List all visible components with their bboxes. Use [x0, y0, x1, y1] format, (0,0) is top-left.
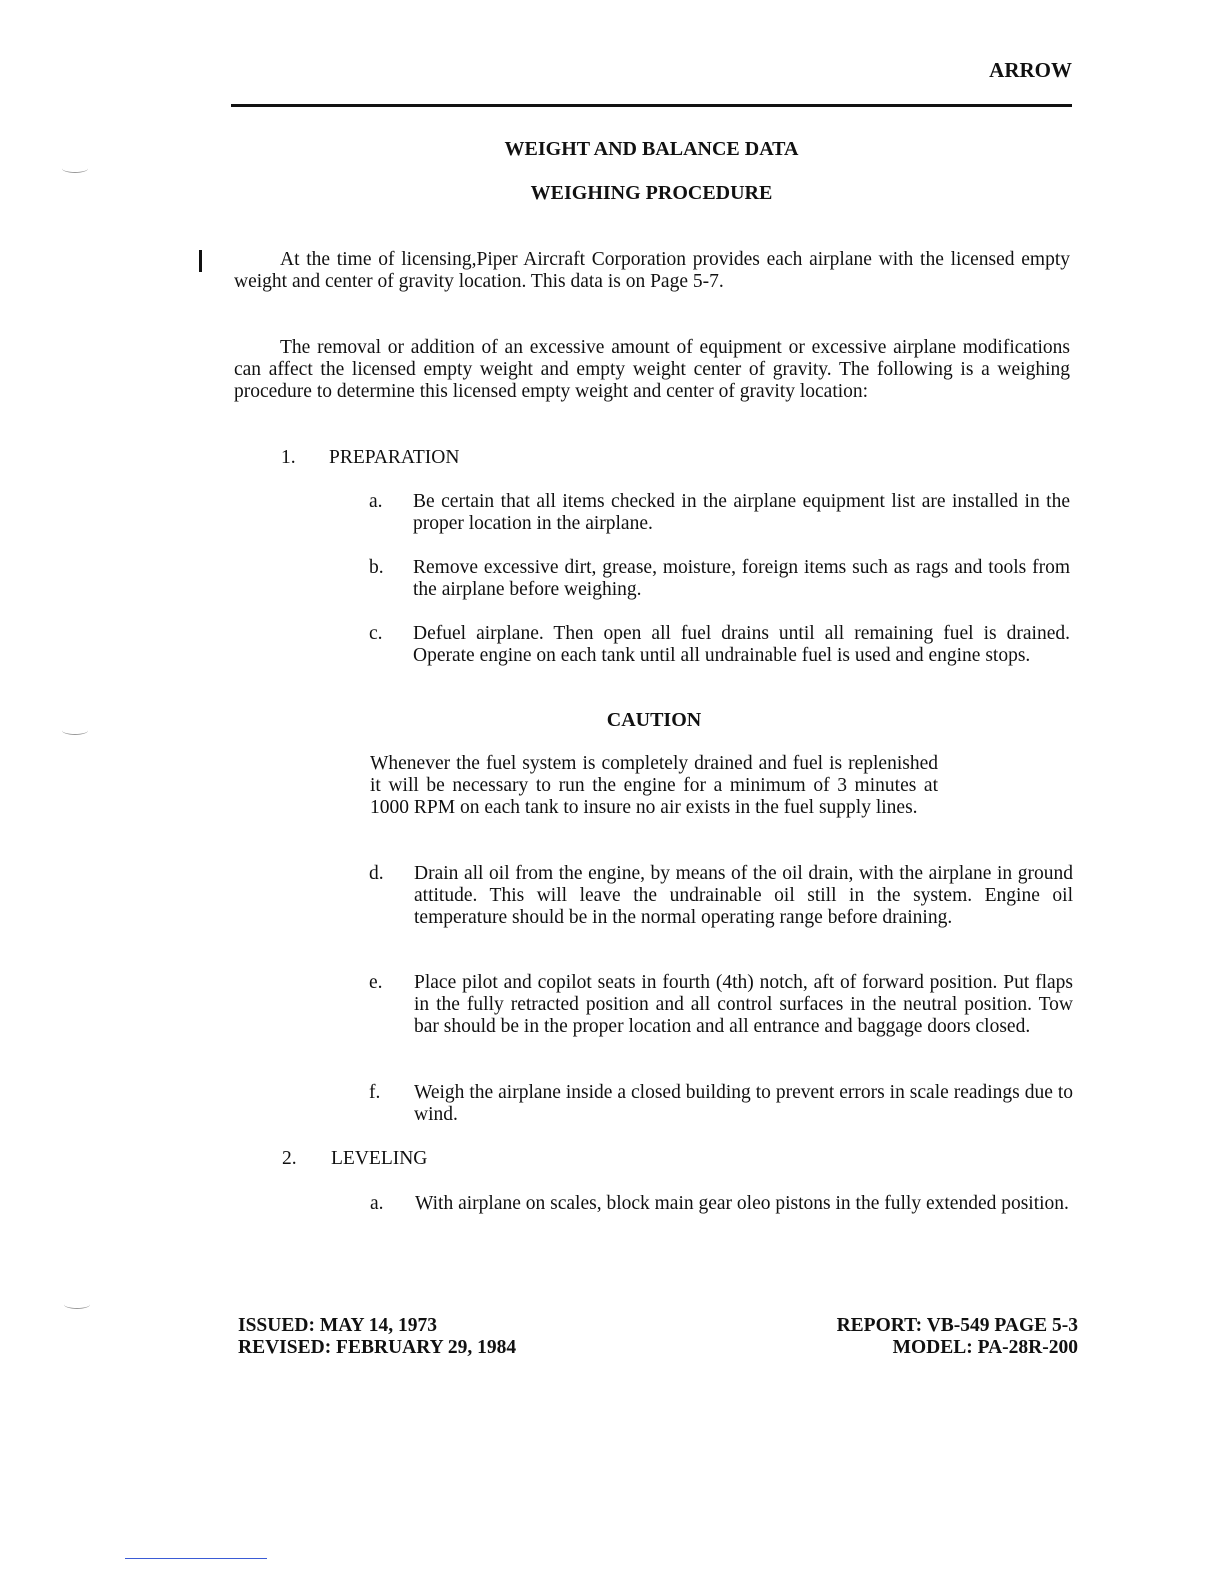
list-item-letter: b. [369, 557, 384, 578]
section-heading: WEIGHT AND BALANCE DATA [504, 138, 799, 160]
model-number: MODEL: PA-28R-200 [892, 1337, 1078, 1358]
procedure-paragraph: The removal or addition of an excessive amount of equipment or excessive airplane modifications can affect the licensed empty weight and empty weight center of gravity. The following is a weighing procedure to determine this licensed empty weight and center of gravity location: [234, 337, 1070, 402]
list-item-text: Remove excessive dirt, grease, moisture, foreign items such as rags and tools from the airplane before weighing. [413, 557, 1070, 600]
list-item-text: Be certain that all items checked in the airplane equipment list are installed in the proper location in the airplane. [413, 491, 1070, 534]
subsection-heading: WEIGHING PROCEDURE [530, 182, 773, 204]
list-item-letter: a. [370, 1193, 384, 1214]
section-title-leveling: LEVELING [331, 1148, 428, 1169]
footer-left [238, 1315, 516, 1359]
section-number: 2. [282, 1148, 297, 1169]
header-title: ARROW [989, 58, 1072, 82]
issued-date: ISSUED: MAY 14, 1973 [238, 1315, 437, 1336]
list-item-text: Defuel airplane. Then open all fuel drains until all remaining fuel is drained. Operate engine on each tank until all undrainable fuel is used and engine stops. [413, 623, 1070, 666]
revised-date: REVISED: FEBRUARY 29, 1984 [238, 1337, 517, 1358]
section-title-preparation: PREPARATION [329, 447, 460, 468]
list-item-letter: d. [369, 863, 384, 884]
caution-title: CAUTION [606, 709, 702, 731]
intro-paragraph: At the time of licensing,Piper Aircraft Corporation provides each airplane with the licensed empty weight and center of gravity location. This data is on Page 5-7. [234, 249, 1070, 292]
header-rule [231, 104, 1072, 107]
margin-mark [64, 1300, 90, 1309]
caution-text: Whenever the fuel system is completely drained and fuel is replenished it will be necessary to run the engine for a minimum of 3 minutes at 1000 RPM on each tank to insure no air exists in the fuel supply lines. [370, 753, 938, 818]
section-number: 1. [281, 447, 296, 468]
bottom-edge-line [125, 1558, 267, 1559]
list-item-text: With airplane on scales, block main gear oleo pistons in the fully extended position. [415, 1193, 1069, 1214]
list-item-letter: c. [369, 623, 383, 644]
list-item-letter: a. [369, 491, 383, 512]
margin-mark [62, 164, 88, 173]
margin-mark [62, 726, 88, 735]
list-item-text: Drain all oil from the engine, by means of the oil drain, with the airplane in ground attitude. This will leave the undrainable oil still in the system. Engine oil temperature should be in the normal operating range before draining. [414, 863, 1073, 928]
list-item-text: Weigh the airplane inside a closed building to prevent errors in scale readings due to wind. [414, 1082, 1073, 1125]
list-item-letter: f. [369, 1082, 381, 1103]
footer-right [837, 1315, 1078, 1359]
list-item-letter: e. [369, 972, 383, 993]
list-item-text: Place pilot and copilot seats in fourth (4th) notch, aft of forward position. Put flaps in the fully retracted position and all control surfaces in the neutral position. Tow bar should be in the proper location and all entrance and baggage doors closed. [414, 972, 1073, 1037]
report-number: REPORT: VB-549 PAGE 5-3 [836, 1315, 1078, 1336]
revision-change-bar [199, 250, 202, 272]
